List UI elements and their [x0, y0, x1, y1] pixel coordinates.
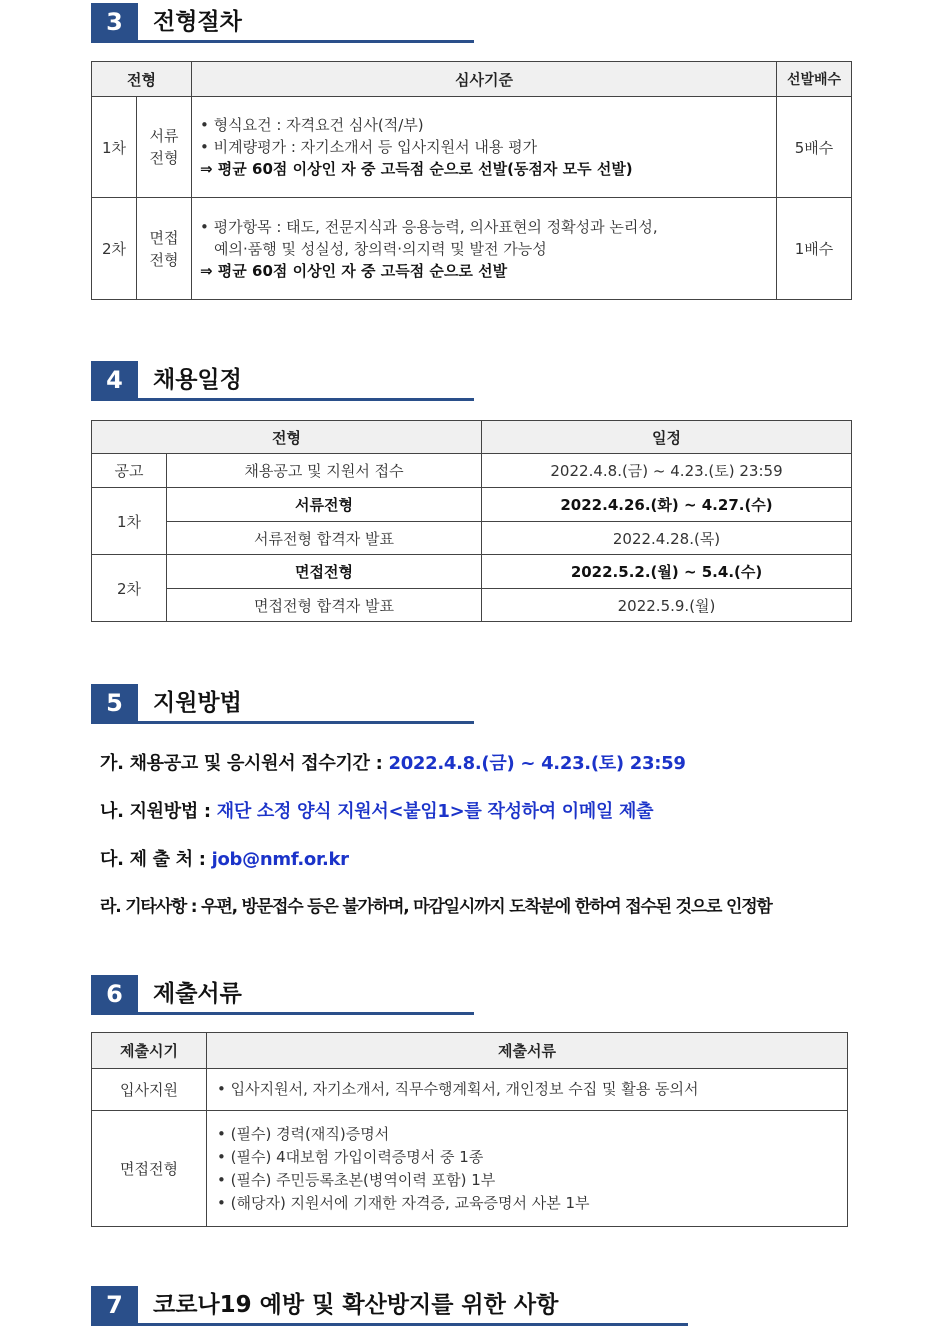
schedule-date: 2022.4.28.(목)	[482, 522, 852, 555]
section-title: 채용일정	[153, 367, 242, 393]
header-when: 제출시기	[92, 1033, 207, 1069]
stage-type: 면접 전형	[137, 198, 192, 300]
application-period: 가. 채용공고 및 응시원서 접수기간 : 2022.4.8.(금) ~ 4.23.(토) 23:59	[100, 753, 686, 774]
schedule-date: 2022.5.2.(월) ~ 5.4.(수)	[482, 555, 852, 589]
required-documents-table	[91, 1032, 848, 1227]
header-stage: 전형	[92, 421, 482, 454]
other-notes-value: 우편, 방문접수 등은 불가하며, 마감일시까지 도착분에 한하여 접수된 것으로 인정함	[201, 897, 772, 917]
document-item: • (필수) 4대보험 가입이력증명서 중 1종	[217, 1147, 484, 1166]
section-title: 코로나19 예방 및 확산방지를 위한 사항	[153, 1292, 559, 1318]
header-criteria: 심사기준	[192, 62, 777, 97]
criteria-item: • 평가항목 : 태도, 전문지식과 응용능력, 의사표현의 정확성과 논리성,	[200, 217, 658, 236]
stage-label: 2차	[92, 555, 167, 622]
table-row	[92, 454, 852, 488]
section-number: 6	[91, 975, 138, 1013]
section-6-header	[91, 975, 474, 1015]
document-item: • (해당자) 지원서에 기재한 자격증, 교육증명서 사본 1부	[217, 1193, 590, 1212]
application-period-value: 2022.4.8.(금) ~ 4.23.(토) 23:59	[388, 753, 686, 774]
table-row	[92, 488, 852, 522]
section-underline	[91, 1323, 688, 1326]
stage-label: 공고	[92, 454, 167, 488]
section-title: 제출서류	[153, 981, 242, 1007]
schedule-item: 서류전형	[167, 488, 482, 522]
schedule-date: 2022.5.9.(월)	[482, 589, 852, 622]
section-4-header	[91, 361, 474, 401]
section-number: 7	[91, 1286, 138, 1324]
section-number: 5	[91, 684, 138, 722]
document-item: • 입사지원서, 자기소개서, 직무수행계획서, 개인정보 수집 및 활용 동의서	[217, 1080, 699, 1098]
submission-address: 다. 제 출 처 : job@nmf.or.kr	[100, 849, 349, 870]
stage-type: 서류 전형	[137, 97, 192, 198]
table-row	[92, 97, 852, 198]
document-list	[207, 1069, 848, 1111]
section-number: 4	[91, 361, 138, 399]
schedule-item: 채용공고 및 지원서 접수	[167, 454, 482, 488]
other-notes: 라. 기타사항 : 우편, 방문접수 등은 불가하며, 마감일시까지 도착분에 한하여 접수된 것으로 인정함	[100, 897, 772, 917]
table-row	[92, 522, 852, 555]
round-label: 1차	[92, 97, 137, 198]
selection-process-table	[91, 61, 852, 300]
schedule-item: 면접전형	[167, 555, 482, 589]
document-list	[207, 1111, 848, 1227]
table-row	[92, 1069, 848, 1111]
submission-email-link[interactable]: job@nmf.or.kr	[211, 849, 349, 870]
application-method: 나. 지원방법 : 재단 소정 양식 지원서<붙임1>를 작성하여 이메일 제출	[100, 801, 654, 822]
document-item: • (필수) 주민등록초본(병역이력 포함) 1부	[217, 1170, 496, 1189]
section-underline	[91, 1012, 474, 1015]
table-row	[92, 198, 852, 300]
schedule-item: 면접전형 합격자 발표	[167, 589, 482, 622]
criteria-item: 예의·품행 및 성실성, 창의력·의지력 및 발전 가능성	[214, 239, 547, 258]
criteria-cell	[192, 97, 777, 198]
selection-ratio: 1배수	[777, 198, 852, 300]
section-5-header	[91, 684, 474, 724]
table-row	[92, 1111, 848, 1227]
section-7-header	[91, 1286, 688, 1326]
submission-stage: 입사지원	[92, 1069, 207, 1111]
section-underline	[91, 40, 474, 43]
section-title: 전형절차	[153, 9, 242, 35]
header-date: 일정	[482, 421, 852, 454]
schedule-item: 서류전형 합격자 발표	[167, 522, 482, 555]
round-label: 2차	[92, 198, 137, 300]
section-number: 3	[91, 3, 138, 41]
criteria-result: ⇒ 평균 60점 이상인 자 중 고득점 순으로 선발	[200, 261, 508, 280]
selection-ratio: 5배수	[777, 97, 852, 198]
criteria-item: • 형식요건 : 자격요건 심사(적/부)	[200, 116, 424, 134]
criteria-item: • 비계량평가 : 자기소개서 등 입사지원서 내용 평가	[200, 138, 538, 156]
header-docs: 제출서류	[207, 1033, 848, 1069]
section-3-header	[91, 3, 474, 43]
header-stage: 전형	[92, 62, 192, 97]
header-ratio: 선발배수	[777, 62, 852, 97]
section-underline	[91, 721, 474, 724]
application-method-value: 재단 소정 양식 지원서<붙임1>를 작성하여 이메일 제출	[216, 801, 654, 822]
table-row	[92, 555, 852, 589]
submission-stage: 면접전형	[92, 1111, 207, 1227]
schedule-date: 2022.4.8.(금) ~ 4.23.(토) 23:59	[482, 454, 852, 488]
criteria-cell	[192, 198, 777, 300]
section-underline	[91, 398, 474, 401]
section-title: 지원방법	[153, 690, 242, 716]
table-row	[92, 589, 852, 622]
document-item: • (필수) 경력(재직)증명서	[217, 1124, 390, 1143]
criteria-result: ⇒ 평균 60점 이상인 자 중 고득점 순으로 선발(동점자 모두 선발)	[200, 160, 633, 178]
schedule-date: 2022.4.26.(화) ~ 4.27.(수)	[482, 488, 852, 522]
stage-label: 1차	[92, 488, 167, 555]
schedule-table	[91, 420, 852, 622]
